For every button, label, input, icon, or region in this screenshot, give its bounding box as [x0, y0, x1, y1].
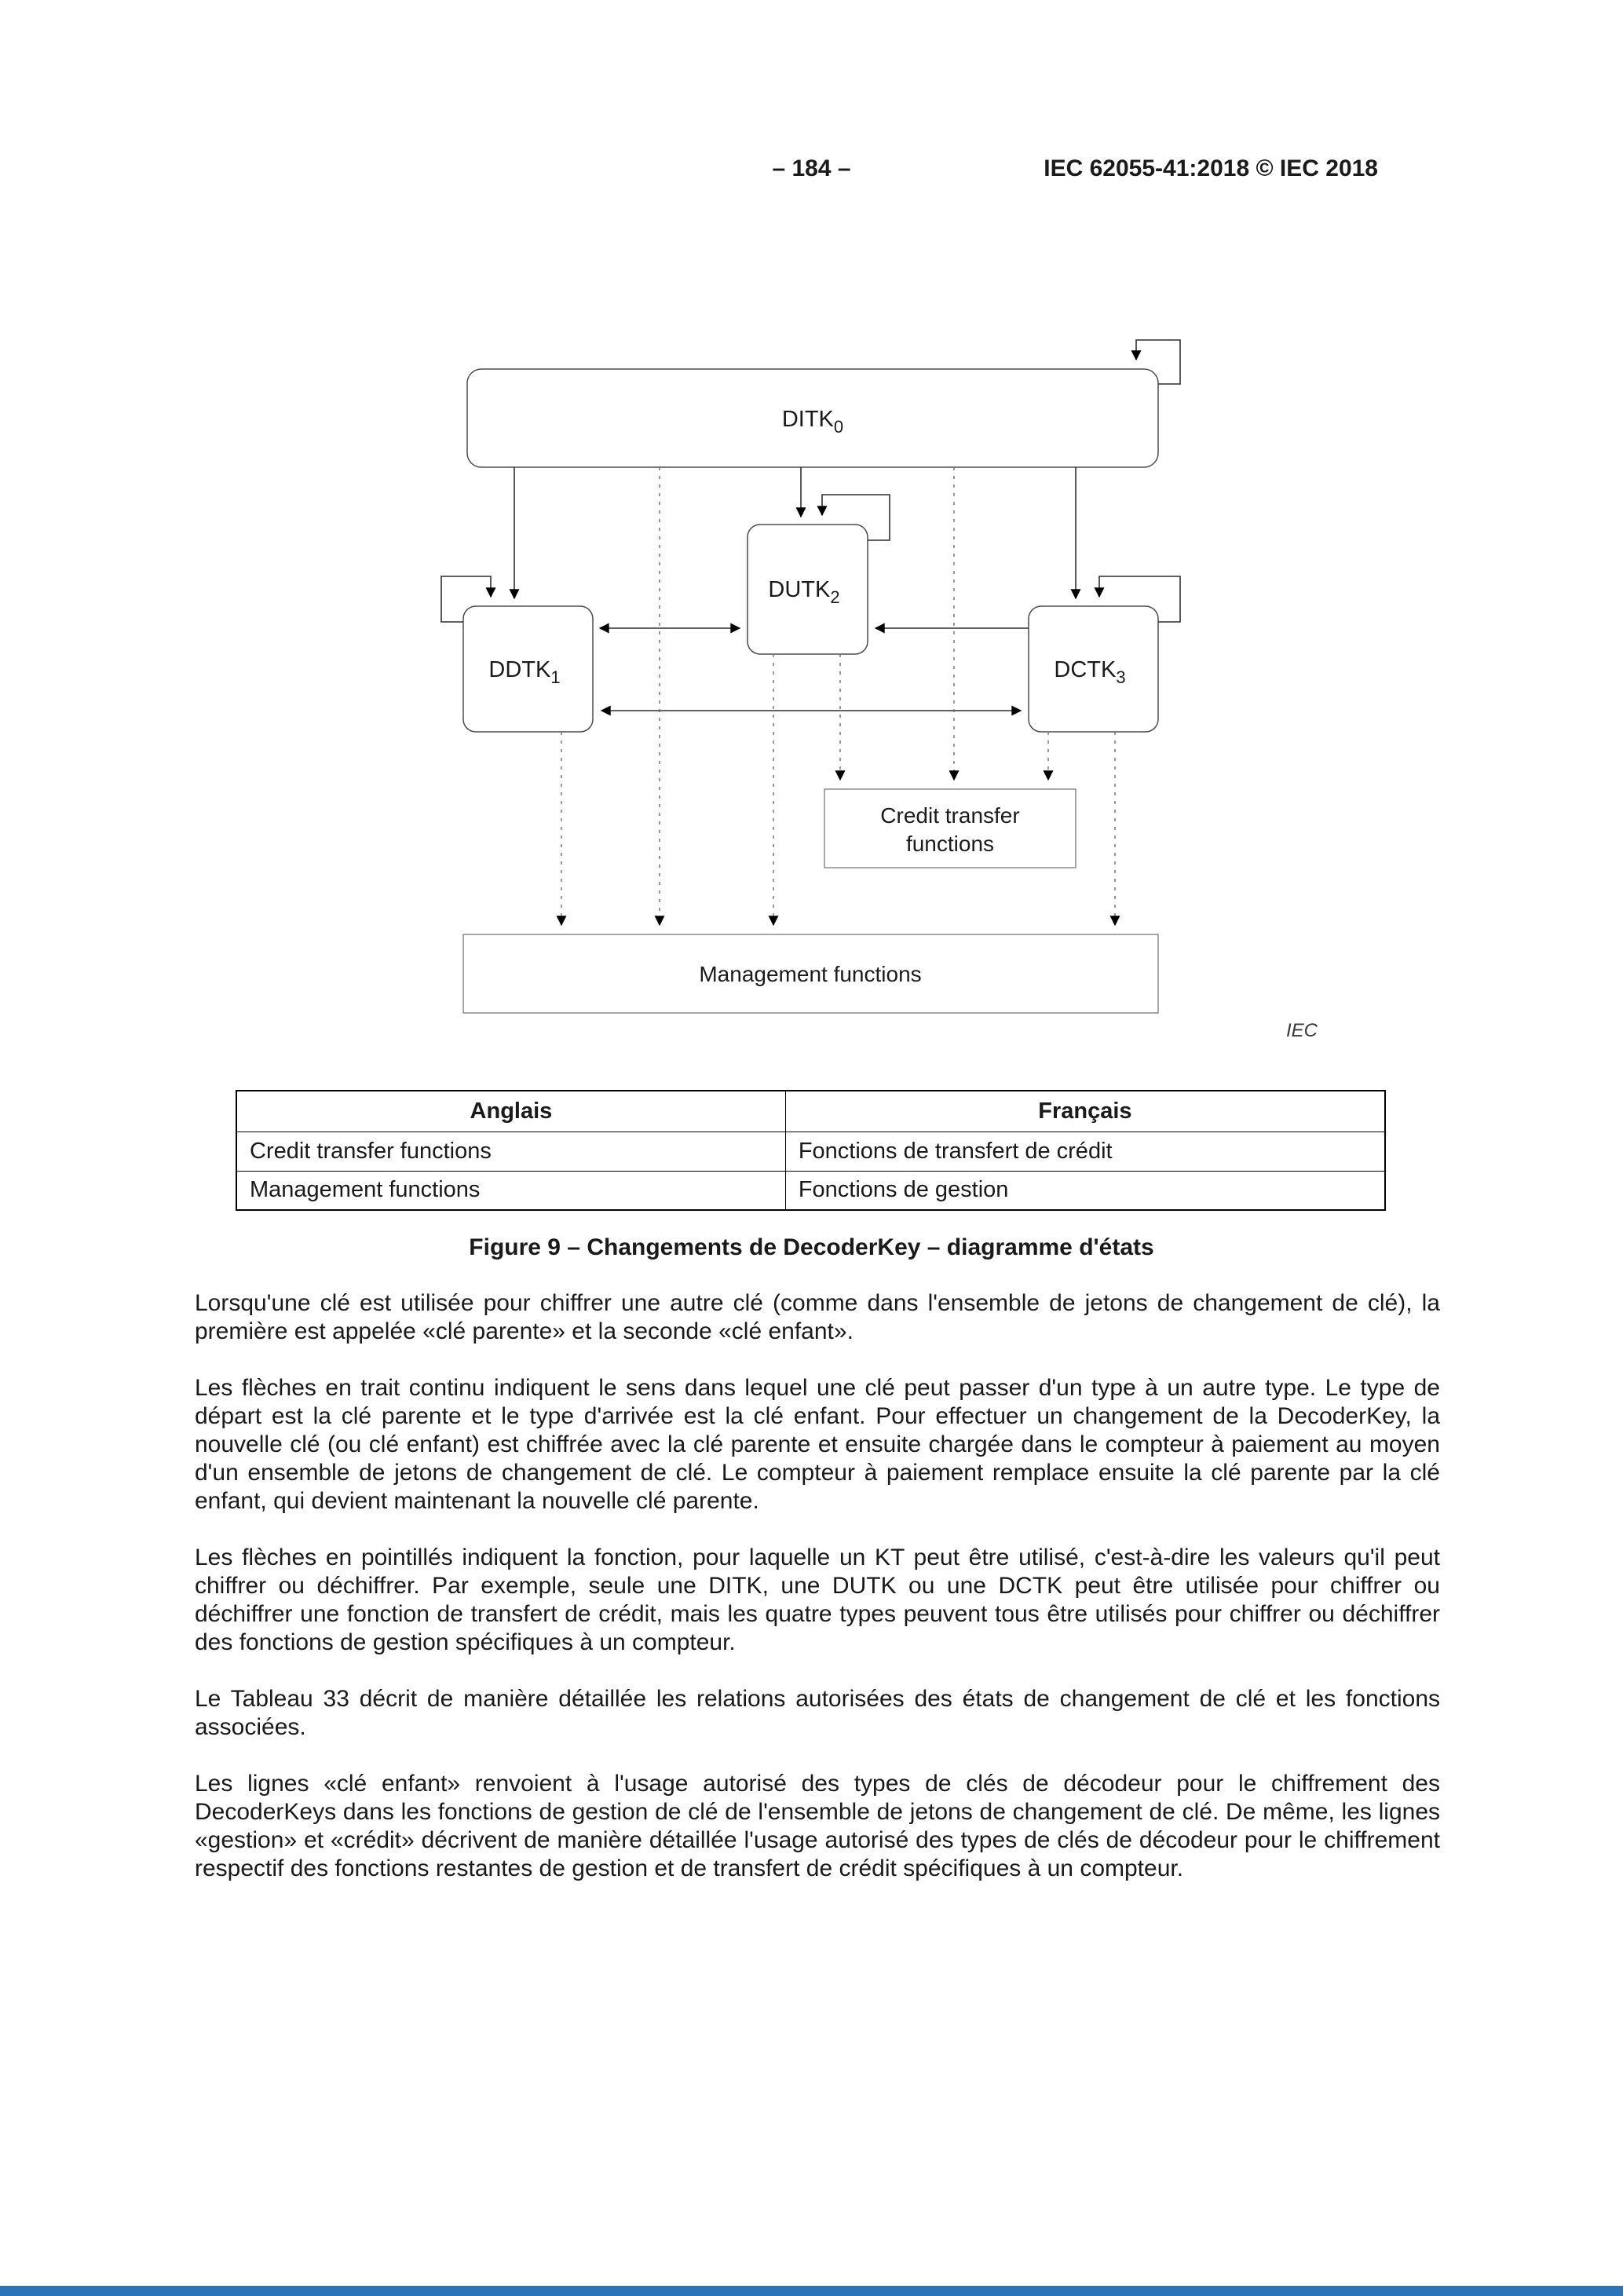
- paragraph: Les lignes «clé enfant» renvoient à l'usage autorisé des types de clés de décodeur pour le chiffrement des DecoderKeys dans les fonctions de gestion de clé de l'ensemble de jetons de changement de clé. De même, les lignes «gestion» et «crédit» décrivent de manière détaillée l'usage autorisé des types de clés de décodeur pour le chiffrement respectif des fonctions restantes de gestion et de transfert de crédit spécifiques à un compteur.: [195, 1771, 1440, 1881]
- table-cell: Fonctions de gestion: [785, 1171, 1385, 1210]
- dutk-label: $DUTK_2$: [768, 577, 840, 607]
- document-reference: IEC 62055-41:2018 © IEC 2018: [1044, 155, 1378, 181]
- dctk-label: $DCTK_3$: [1054, 657, 1126, 687]
- table-cell: Fonctions de transfert de crédit: [785, 1132, 1385, 1171]
- credit-transfer-box: [824, 789, 1076, 868]
- body-text: [195, 1289, 1440, 1911]
- credit-transfer-label-line1: Credit transfer: [880, 803, 1020, 828]
- translation-table: [236, 1090, 1386, 1211]
- paragraph: Le Tableau 33 décrit de manière détaillée les relations autorisées des états de changement de clé et les fonctions associées.: [195, 1686, 1440, 1740]
- paragraph: Les flèches en trait continu indiquent le sens dans lequel une clé peut passer d'un type à un autre type. Le type de départ est la clé parente et le type d'arrivée est la clé enfant. Pour effectuer un changement de la DecoderKey, la nouvelle clé (ou clé enfant) est chiffrée avec la clé parente et ensuite chargée dans le compteur à paiement au moyen d'un ensemble de jetons de changement de clé. Le compteur à paiement remplace ensuite la clé parente par la clé enfant, qui devient maintenant la nouvelle clé parente.: [195, 1375, 1440, 1514]
- credit-transfer-label-line2: functions: [905, 832, 995, 856]
- table-row: [236, 1171, 1385, 1210]
- management-label: Management functions: [699, 962, 922, 986]
- table-header-row: [236, 1091, 1385, 1132]
- page-number: – 184 –: [772, 155, 851, 181]
- table-cell: Management functions: [236, 1171, 785, 1210]
- iec-credit-label: IEC: [1285, 1020, 1318, 1041]
- table-header-francais: Français: [785, 1091, 1385, 1132]
- paragraph: Lorsqu'une clé est utilisée pour chiffrer une autre clé (comme dans l'ensemble de jetons de changement de clé), la première est appelée «clé parente» et la seconde «clé enfant».: [195, 1290, 1440, 1344]
- ddtk-label: $DDTK_1$: [488, 657, 561, 687]
- paragraph: Les flèches en pointillés indiquent la fonction, pour laquelle un KT peut être utilisé, c'est-à-dire les valeurs qu'il peut chiffrer ou déchiffrer. Par exemple, seule une DITK, une DUTK ou une DCTK peut être utilisée pour chiffrer ou déchiffrer une fonction de transfert de crédit, mais les quatre types peuvent tous être utilisés pour chiffrer ou déchiffrer des fonctions de gestion spécifiques à un compteur.: [195, 1545, 1440, 1655]
- ditk-label: $DITK_0$: [781, 407, 844, 437]
- table-cell: Credit transfer functions: [236, 1132, 785, 1171]
- table-header-anglais: Anglais: [236, 1091, 785, 1132]
- table-row: [236, 1132, 1385, 1171]
- footer-color-bar: [0, 2286, 1623, 2296]
- figure-caption: Figure 9 – Changements de DecoderKey – diagramme d'états: [469, 1234, 1154, 1260]
- state-diagram: [0, 0, 1623, 1068]
